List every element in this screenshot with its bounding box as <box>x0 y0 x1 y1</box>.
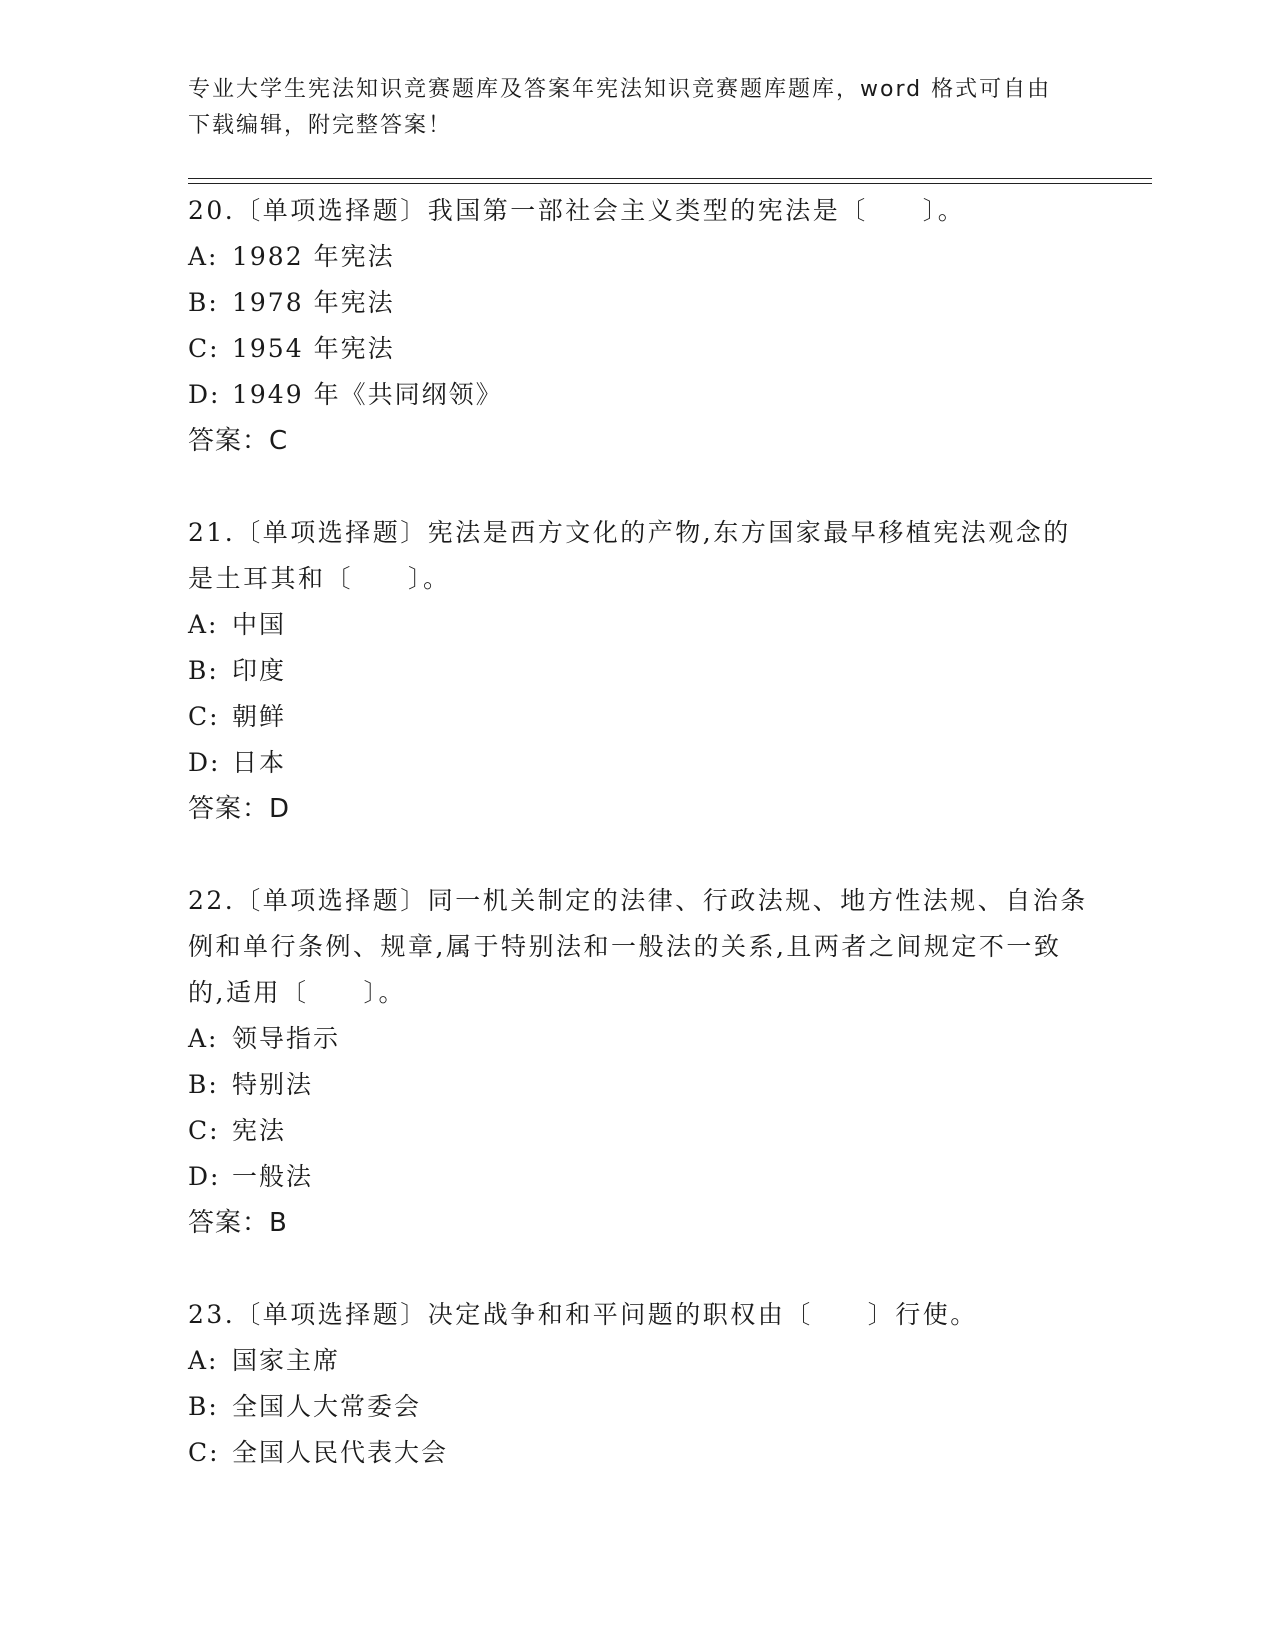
option-c <box>188 326 1088 372</box>
option-text: 1954 年宪法 <box>232 334 395 363</box>
option-text: 全国人大常委会 <box>232 1392 422 1421</box>
question-stem: 21.〔单项选择题〕宪法是西方文化的产物,东方国家最早移植宪法观念的是土耳其和〔 〕。 <box>188 518 1071 593</box>
option-label: A: <box>188 242 219 271</box>
option-text: 1949 年《共同纲领》 <box>232 380 503 409</box>
option-text: 印度 <box>232 656 287 685</box>
option-text: 日本 <box>232 748 287 777</box>
option-label: C: <box>188 334 220 363</box>
option-text: 国家主席 <box>232 1346 341 1375</box>
option-a <box>188 1338 1088 1384</box>
option-label: C: <box>188 702 220 731</box>
option-b <box>188 280 1088 326</box>
option-d <box>188 372 1088 418</box>
option-text: 全国人民代表大会 <box>232 1438 449 1467</box>
option-c <box>188 1108 1088 1154</box>
option-b <box>188 648 1088 694</box>
answer: 答案：C <box>188 426 289 456</box>
question-20 <box>188 188 1088 464</box>
option-label: A: <box>188 1346 219 1375</box>
option-a <box>188 1016 1088 1062</box>
document-header <box>188 72 1068 144</box>
option-a <box>188 602 1088 648</box>
option-label: C: <box>188 1116 220 1145</box>
option-label: B: <box>188 1392 219 1421</box>
option-label: A: <box>188 1024 219 1053</box>
option-label: B: <box>188 288 219 317</box>
answer: 答案：B <box>188 1208 288 1238</box>
answer: 答案：D <box>188 794 291 824</box>
header-line-1: 专业大学生宪法知识竞赛题库及答案年宪法知识竞赛题库题库，word 格式可自由 <box>188 77 1052 102</box>
option-label: D: <box>188 380 221 409</box>
option-text: 1982 年宪法 <box>232 242 395 271</box>
question-23 <box>188 1292 1088 1476</box>
header-rule-top <box>188 178 1152 179</box>
option-a <box>188 234 1088 280</box>
option-label: D: <box>188 748 221 777</box>
option-label: B: <box>188 1070 219 1099</box>
question-22 <box>188 878 1088 1246</box>
option-label: A: <box>188 610 219 639</box>
option-label: B: <box>188 656 219 685</box>
question-stem: 23.〔单项选择题〕决定战争和和平问题的职权由〔 〕行使。 <box>188 1300 978 1329</box>
header-rule-bottom <box>188 183 1152 184</box>
option-label: C: <box>188 1438 220 1467</box>
question-21 <box>188 510 1088 832</box>
option-text: 朝鲜 <box>232 702 287 731</box>
option-d <box>188 1154 1088 1200</box>
option-text: 一般法 <box>232 1162 314 1191</box>
option-text: 特别法 <box>232 1070 314 1099</box>
option-c <box>188 694 1088 740</box>
question-stem: 22.〔单项选择题〕同一机关制定的法律、行政法规、地方性法规、自治条例和单行条例、规章,属于特别法和一般法的关系,且两者之间规定不一致的,适用〔 〕。 <box>188 886 1088 1007</box>
option-label: D: <box>188 1162 221 1191</box>
header-line-2: 下载编辑，附完整答案！ <box>188 113 453 138</box>
question-list <box>188 188 1088 1476</box>
option-text: 1978 年宪法 <box>232 288 395 317</box>
option-d <box>188 740 1088 786</box>
option-text: 中国 <box>232 610 287 639</box>
option-c <box>188 1430 1088 1476</box>
option-text: 领导指示 <box>232 1024 341 1053</box>
option-b <box>188 1062 1088 1108</box>
question-stem: 20.〔单项选择题〕我国第一部社会主义类型的宪法是〔 〕。 <box>188 196 966 225</box>
option-b <box>188 1384 1088 1430</box>
option-text: 宪法 <box>232 1116 287 1145</box>
